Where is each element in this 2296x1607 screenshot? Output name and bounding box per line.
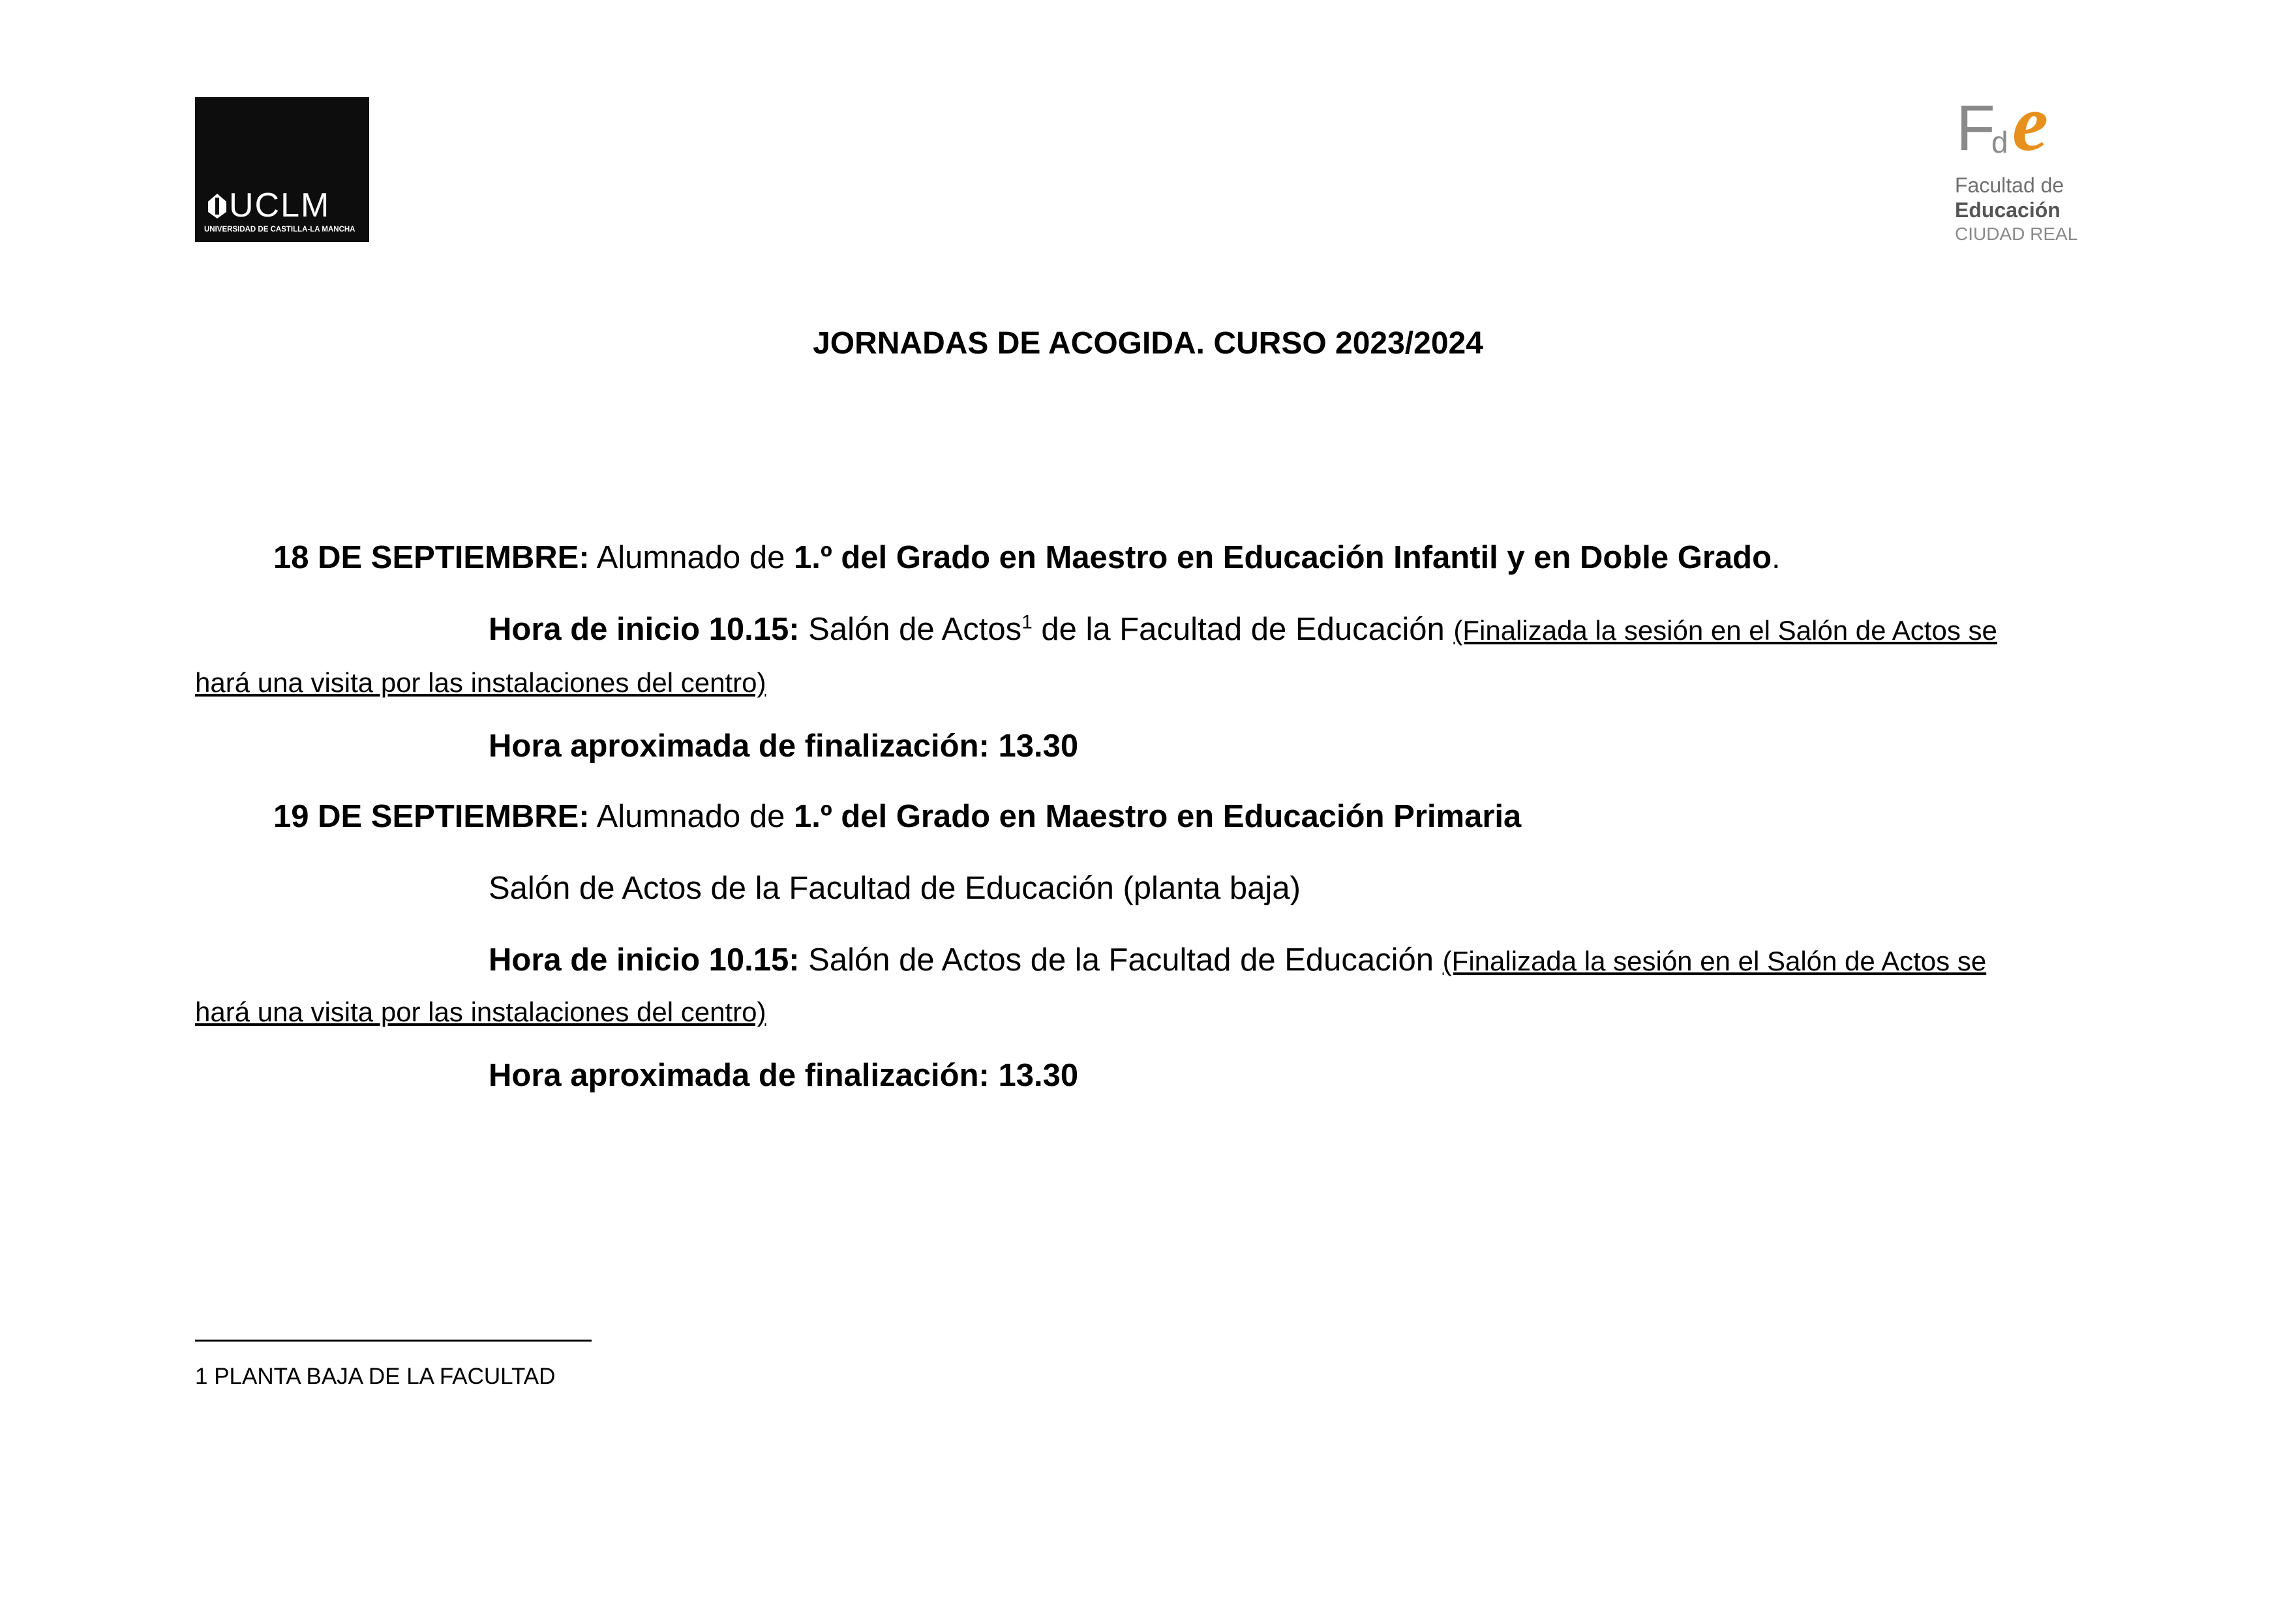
session1-note-line1: (Finalizada la sesión en el Salón de Actos se [1453, 615, 1997, 646]
session1-heading [273, 539, 1781, 577]
uclm-logo-text: UCLM [229, 187, 331, 224]
session2-end-time: Hora aproximada de finalización: 13.30 [489, 1058, 1079, 1093]
session1-start-place: Salón de Actos [799, 612, 1022, 647]
footnote-divider [195, 1340, 592, 1342]
footnote-reference: 1 [1021, 611, 1033, 633]
uclm-logo-subtext: UNIVERSIDAD DE CASTILLA-LA MANCHA [204, 226, 355, 233]
uclm-shield-icon [208, 194, 226, 218]
uclm-logo [195, 97, 369, 242]
session1-start-place-post: de la Facultad de Educación [1032, 612, 1454, 647]
session1-start-line [489, 610, 1997, 649]
session2-start-place: Salón de Actos de la Facultad de Educación [799, 942, 1443, 978]
session1-note-continuation [195, 663, 766, 701]
fde-mark-e: e [2012, 85, 2049, 168]
session2-venue: Salón de Actos de la Facultad de Educación (planta baja) [489, 871, 1301, 906]
fde-logo-line3: CIUDAD REAL [1955, 224, 2078, 244]
fde-logo [1952, 85, 2102, 248]
session2-note-line2: hará una visita por las instalaciones del centro) [195, 997, 766, 1027]
fde-logo-line1: Facultad de [1955, 173, 2064, 197]
footnote [195, 1363, 555, 1390]
session2-start-label: Hora de inicio 10.15: [489, 942, 800, 978]
session1-note-line2: hará una visita por las instalaciones del centro) [195, 667, 766, 698]
session2-note-continuation [195, 992, 766, 1030]
session1-audience: 1.º del Grado en Maestro en Educación Infantil y en Doble Grado [793, 540, 1772, 575]
session1-date: 18 DE SEPTIEMBRE: [273, 540, 590, 575]
session1-start-label: Hora de inicio 10.15: [489, 612, 800, 647]
fde-mark-f: F [1956, 92, 1995, 164]
session2-note-line1: (Finalizada la sesión en el Salón de Actos se [1442, 946, 1987, 976]
session1-end-time: Hora aproximada de finalización: 13.30 [489, 728, 1079, 764]
footnote-marker: 1 [195, 1364, 208, 1389]
fde-mark-d: d [1991, 125, 2008, 159]
session1-audience-post: . [1772, 540, 1781, 575]
session2-date: 19 DE SEPTIEMBRE: [273, 799, 590, 834]
session2-audience-pre: Alumnado de [589, 799, 794, 834]
session2-start-line [489, 941, 1986, 980]
session2-audience: 1.º del Grado en Maestro en Educación Primaria [793, 799, 1522, 834]
footnote-text: PLANTA BAJA DE LA FACULTAD [207, 1364, 556, 1389]
page-title: JORNADAS DE ACOGIDA. CURSO 2023/2024 [813, 326, 1483, 361]
session2-heading [273, 798, 1521, 836]
fde-logo-line2: Educación [1955, 198, 2061, 222]
session1-audience-pre: Alumnado de [589, 540, 794, 575]
